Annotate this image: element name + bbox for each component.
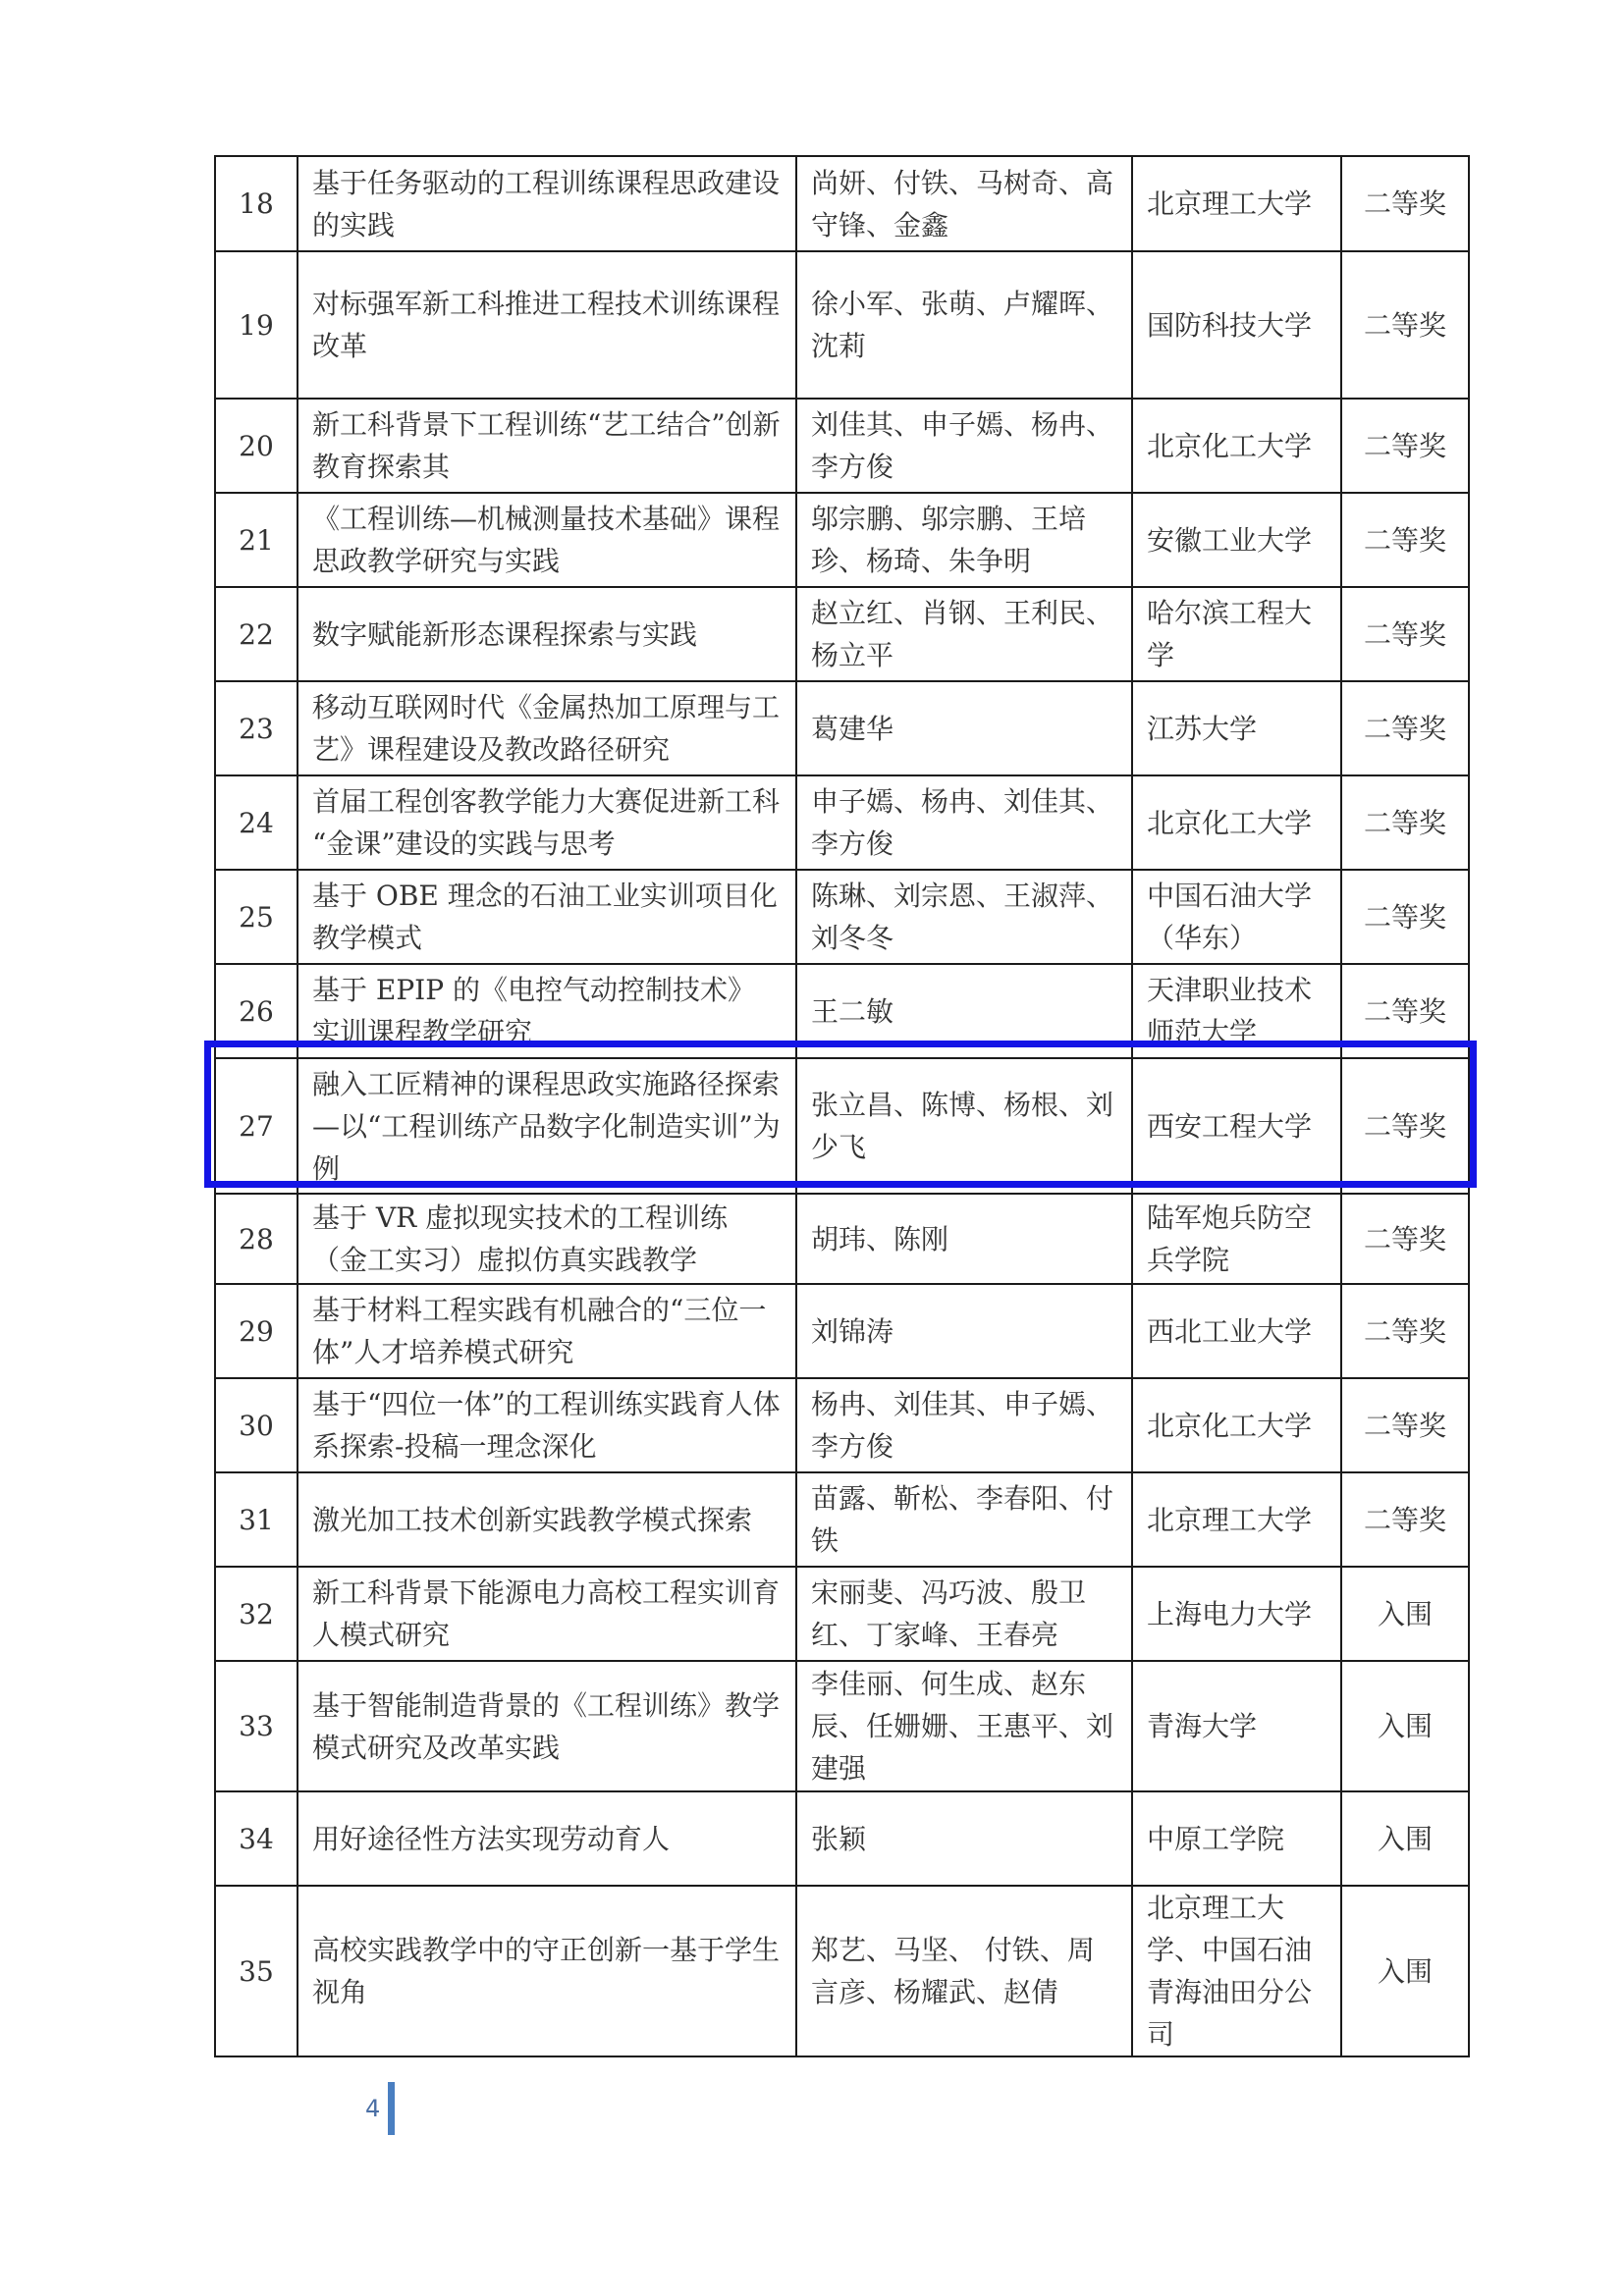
row-number: 20 bbox=[215, 399, 298, 493]
authors: 尚妍、付铁、马树奇、高守锋、金鑫 bbox=[796, 156, 1132, 251]
award-level: 二等奖 bbox=[1341, 1194, 1469, 1284]
institution: 天津职业技术师范大学 bbox=[1132, 964, 1341, 1058]
authors: 刘锦涛 bbox=[796, 1284, 1132, 1378]
row-number: 28 bbox=[215, 1194, 298, 1284]
institution: 北京理工大学、中国石油青海油田分公司 bbox=[1132, 1886, 1341, 2056]
award-level: 入围 bbox=[1341, 1567, 1469, 1661]
award-level: 二等奖 bbox=[1341, 681, 1469, 775]
project-title: 基于智能制造背景的《工程训练》教学模式研究及改革实践 bbox=[298, 1661, 796, 1791]
authors: 徐小军、张萌、卢耀晖、沈莉 bbox=[796, 251, 1132, 399]
award-level: 入围 bbox=[1341, 1886, 1469, 2056]
project-title: 用好途径性方法实现劳动育人 bbox=[298, 1791, 796, 1886]
institution: 青海大学 bbox=[1132, 1661, 1341, 1791]
project-title: 基于 VR 虚拟现实技术的工程训练（金工实习）虚拟仿真实践教学 bbox=[298, 1194, 796, 1284]
row-number: 19 bbox=[215, 251, 298, 399]
institution: 安徽工业大学 bbox=[1132, 493, 1341, 587]
project-title: 高校实践教学中的守正创新一基于学生视角 bbox=[298, 1886, 796, 2056]
institution: 北京理工大学 bbox=[1132, 1472, 1341, 1567]
institution: 北京理工大学 bbox=[1132, 156, 1341, 251]
award-level: 入围 bbox=[1341, 1791, 1469, 1886]
project-title: 移动互联网时代《金属热加工原理与工艺》课程建设及教改路径研究 bbox=[298, 681, 796, 775]
project-title: 基于材料工程实践有机融合的“三位一体”人才培养模式研究 bbox=[298, 1284, 796, 1378]
award-level: 二等奖 bbox=[1341, 493, 1469, 587]
row-number: 27 bbox=[215, 1058, 298, 1194]
project-title: 基于任务驱动的工程训练课程思政建设的实践 bbox=[298, 156, 796, 251]
row-number: 35 bbox=[215, 1886, 298, 2056]
row-number: 26 bbox=[215, 964, 298, 1058]
table-row bbox=[215, 775, 1469, 870]
project-title: 新工科背景下能源电力高校工程实训育人模式研究 bbox=[298, 1567, 796, 1661]
institution: 上海电力大学 bbox=[1132, 1567, 1341, 1661]
institution: 国防科技大学 bbox=[1132, 251, 1341, 399]
project-title: 融入工匠精神的课程思政实施路径探索—以“工程训练产品数字化制造实训”为例 bbox=[298, 1058, 796, 1194]
authors: 胡玮、陈刚 bbox=[796, 1194, 1132, 1284]
authors: 郑艺、马坚、 付铁、周言彦、杨耀武、赵倩 bbox=[796, 1886, 1132, 2056]
row-number: 23 bbox=[215, 681, 298, 775]
row-number: 31 bbox=[215, 1472, 298, 1567]
award-level: 二等奖 bbox=[1341, 775, 1469, 870]
row-number: 30 bbox=[215, 1378, 298, 1472]
row-number: 34 bbox=[215, 1791, 298, 1886]
table-row bbox=[215, 251, 1469, 399]
institution: 中原工学院 bbox=[1132, 1791, 1341, 1886]
institution: 江苏大学 bbox=[1132, 681, 1341, 775]
table-row bbox=[215, 1284, 1469, 1378]
table-row bbox=[215, 587, 1469, 681]
institution: 西安工程大学 bbox=[1132, 1058, 1341, 1194]
row-number: 32 bbox=[215, 1567, 298, 1661]
table-row bbox=[215, 1661, 1469, 1791]
award-table bbox=[214, 155, 1470, 2057]
project-title: 对标强军新工科推进工程技术训练课程改革 bbox=[298, 251, 796, 399]
award-level: 二等奖 bbox=[1341, 399, 1469, 493]
table-row bbox=[215, 1472, 1469, 1567]
table-row bbox=[215, 1791, 1469, 1886]
institution: 中国石油大学（华东） bbox=[1132, 870, 1341, 964]
institution: 西北工业大学 bbox=[1132, 1284, 1341, 1378]
authors: 张立昌、陈博、杨根、刘少飞 bbox=[796, 1058, 1132, 1194]
row-number: 29 bbox=[215, 1284, 298, 1378]
authors: 宋丽斐、冯巧波、殷卫红、丁家峰、王春亮 bbox=[796, 1567, 1132, 1661]
page-number-bar bbox=[388, 2082, 395, 2135]
project-title: 基于 EPIP 的《电控气动控制技术》实训课程教学研究 bbox=[298, 964, 796, 1058]
table-row bbox=[215, 493, 1469, 587]
table-row bbox=[215, 681, 1469, 775]
project-title: 新工科背景下工程训练“艺工结合”创新教育探索其 bbox=[298, 399, 796, 493]
table-row bbox=[215, 1886, 1469, 2056]
award-level: 二等奖 bbox=[1341, 251, 1469, 399]
table-row bbox=[215, 870, 1469, 964]
table-row bbox=[215, 399, 1469, 493]
project-title: 激光加工技术创新实践教学模式探索 bbox=[298, 1472, 796, 1567]
row-number: 24 bbox=[215, 775, 298, 870]
authors: 王二敏 bbox=[796, 964, 1132, 1058]
table-row bbox=[215, 156, 1469, 251]
table-row bbox=[215, 964, 1469, 1058]
institution: 北京化工大学 bbox=[1132, 399, 1341, 493]
award-level: 二等奖 bbox=[1341, 870, 1469, 964]
authors: 邬宗鹏、邬宗鹏、王培珍、杨琦、朱争明 bbox=[796, 493, 1132, 587]
table-row bbox=[215, 1378, 1469, 1472]
project-title: 基于“四位一体”的工程训练实践育人体系探索-投稿一理念深化 bbox=[298, 1378, 796, 1472]
row-number: 18 bbox=[215, 156, 298, 251]
award-level: 二等奖 bbox=[1341, 1378, 1469, 1472]
award-level: 二等奖 bbox=[1341, 1284, 1469, 1378]
institution: 北京化工大学 bbox=[1132, 1378, 1341, 1472]
project-title: 《工程训练—机械测量技术基础》课程思政教学研究与实践 bbox=[298, 493, 796, 587]
authors: 赵立红、肖钢、王利民、杨立平 bbox=[796, 587, 1132, 681]
award-level: 二等奖 bbox=[1341, 1058, 1469, 1194]
institution: 北京化工大学 bbox=[1132, 775, 1341, 870]
award-level: 二等奖 bbox=[1341, 964, 1469, 1058]
authors: 刘佳其、申子嫣、杨冉、李方俊 bbox=[796, 399, 1132, 493]
table-row-highlighted bbox=[215, 1058, 1469, 1194]
authors: 杨冉、刘佳其、申子嫣、李方俊 bbox=[796, 1378, 1132, 1472]
award-level: 二等奖 bbox=[1341, 587, 1469, 681]
authors: 张颖 bbox=[796, 1791, 1132, 1886]
authors: 陈琳、刘宗恩、王淑萍、刘冬冬 bbox=[796, 870, 1132, 964]
project-title: 基于 OBE 理念的石油工业实训项目化教学模式 bbox=[298, 870, 796, 964]
award-level: 二等奖 bbox=[1341, 156, 1469, 251]
table-row bbox=[215, 1567, 1469, 1661]
page-number: 4 bbox=[365, 2095, 381, 2122]
page-footer bbox=[365, 2081, 395, 2136]
project-title: 首届工程创客教学能力大赛促进新工科 “金课”建设的实践与思考 bbox=[298, 775, 796, 870]
institution: 陆军炮兵防空兵学院 bbox=[1132, 1194, 1341, 1284]
table-row bbox=[215, 1194, 1469, 1284]
row-number: 21 bbox=[215, 493, 298, 587]
authors: 葛建华 bbox=[796, 681, 1132, 775]
row-number: 25 bbox=[215, 870, 298, 964]
authors: 申子嫣、杨冉、刘佳其、李方俊 bbox=[796, 775, 1132, 870]
award-level: 入围 bbox=[1341, 1661, 1469, 1791]
award-table-container bbox=[214, 155, 1468, 2057]
institution: 哈尔滨工程大学 bbox=[1132, 587, 1341, 681]
award-level: 二等奖 bbox=[1341, 1472, 1469, 1567]
row-number: 33 bbox=[215, 1661, 298, 1791]
authors: 李佳丽、何生成、赵东辰、任姗姗、王惠平、刘建强 bbox=[796, 1661, 1132, 1791]
project-title: 数字赋能新形态课程探索与实践 bbox=[298, 587, 796, 681]
authors: 苗露、靳松、李春阳、付铁 bbox=[796, 1472, 1132, 1567]
row-number: 22 bbox=[215, 587, 298, 681]
